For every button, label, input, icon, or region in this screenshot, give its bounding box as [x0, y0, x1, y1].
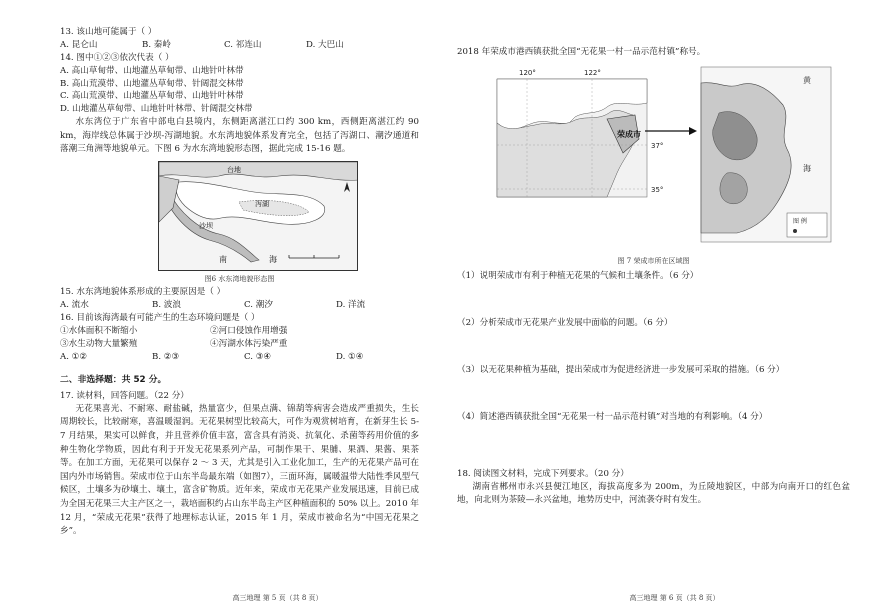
right-page [435, 0, 870, 615]
q15-option-b: B. 波浪 [152, 300, 181, 311]
section-2-heading: 二、非选择题：共 52 分。 [60, 374, 167, 385]
label-tableland: 台地 [227, 165, 241, 174]
q16-items-row1 [60, 325, 419, 338]
q13-options [60, 39, 419, 52]
answer-space-4[interactable] [457, 424, 850, 468]
question-17: 17. 读材料，回答问题。（22 分） [60, 391, 189, 401]
label-rongcheng: 荣成市 [617, 129, 641, 139]
q18-material: 湖南省郴州市永兴县便江地区，海拔高度多为 200m，为丘陵地貌区，中部为向南开口的红色盆地，向北则为茶陵—永兴盆地，地势历史中，河流袭夺时有发生。 [457, 481, 850, 506]
q14-option-c: C. 高山荒漠带、山地灌丛草甸带、山地针叶林带 [60, 91, 244, 102]
lat-37: 37° [651, 141, 664, 150]
q17-part-2: （2）分析荣成市无花果产业发展中面临的问题。（6 分） [457, 318, 673, 329]
question-16: 16. 目前该海湾最有可能产生的生态环境问题是（ ） [60, 313, 260, 324]
answer-space-2[interactable] [457, 330, 850, 360]
q15-option-c: C. 潮汐 [244, 300, 273, 311]
q16-option-d: D. ①④ [336, 351, 364, 362]
figure-7-map [457, 63, 850, 253]
answer-space-1[interactable] [457, 283, 850, 313]
right-page-footer: 高三地理 第 6 页（共 8 页） [629, 593, 720, 602]
q17-part-4: （4）简述港西镇获批全国“无花果一村一品示范村镇”对当地的有利影响。（4 分） [457, 412, 768, 423]
lon-120: 120° [519, 68, 536, 77]
right-header: 2018 年荣成市港西镇获批全国“无花果一村一品示范村镇”称号。 [457, 47, 706, 57]
coastal-landform-map [159, 162, 358, 271]
figure-6-caption: 图6 水东湾地貌形态图 [204, 274, 275, 283]
left-page-footer: 高三地理 第 5 页（共 8 页） [232, 593, 323, 602]
q16-items-row2 [60, 338, 419, 351]
q16-option-b: B. ②③ [152, 351, 180, 362]
rongcheng-region-map [457, 63, 847, 253]
q16-item-4: ④泻湖水体污染严重 [210, 339, 288, 350]
label-sea: 海 [269, 254, 277, 264]
label-sea-yellow: 黄 [803, 75, 811, 85]
figure-6-map [158, 161, 358, 271]
q14-option-b: B. 高山荒漠带、山地灌丛草甸带、针阔混交林带 [60, 78, 244, 89]
q17-material: 无花果喜光、不耐寒、耐盐碱，热量富少，但果点满、锦葫等病害会造成严重损失，生长周期较长，比较耐寒，喜温暖湿润。无花果树型比较高大，可作为观赏树培育，在新芽生长 5-7 月结果，果实可以鲜食，并且营养价值丰富，富含具有消炎、抗氧化、杀菌等药用价值的多种生物化学物质，因此有利于开发无花果系列产品，可制作果干、果脯、果酒、果酱、果茶等。在加工方面，无花果可以保存 2 ～ 3 天，尤其是引入工业化加工，生产的无花果产品可在国内外市场销售。荣成市位于山东半岛最东端（如图7），三面环海，属暖温带大陆性季风型气候区，土壤多为砂壤土、壤土，富含矿物质。近年来，荣成市无花果产业发展迅速，目前已成为全国无花果三大主产区之一，栽培面积约占山东半岛主产区种植面积的 50% 以上。2010 年 12 月，“荣成无花果”获得了地理标志认证，2015 年 1 月，荣成市被命名为“中国无花果之乡”。 [60, 403, 419, 537]
q17-part-3: （3）以无花果种植为基础，提出荣成市为促进经济进一步发展可采取的措施。（6 分） [457, 365, 785, 376]
q16-options [60, 351, 419, 364]
intro-15-16: 水东湾位于广东省中部电白县境内，东侧距离湛江口约 300 km，西侧距离湛江约 90 km，海岸线总体属于沙坝-泻湖地貌。水东湾地貌体系发育完全，包括了泻湖口、潮汐通道和落潮三角洲等地貌单元。下图 6 为水东湾地貌形态图，据此完成 15-16 题。 [60, 117, 419, 155]
q17-part-1: （1）说明荣成市有利于种植无花果的气候和土壤条件。（6 分） [457, 271, 699, 282]
q14-option-a: A. 高山草甸带、山地灌丛草甸带、山地针叶林带 [60, 65, 244, 76]
q13-option-c: C. 祁连山 [224, 39, 262, 50]
label-lagoon: 泻湖 [255, 199, 269, 208]
answer-space-3[interactable] [457, 377, 850, 407]
question-13: 13. 该山地可能属于（ ） [60, 27, 157, 37]
question-18: 18. 阅读图文材料，完成下列要求。（20 分） [457, 468, 629, 479]
legend-title: 图 例 [793, 217, 807, 225]
q16-option-c: C. ③④ [244, 351, 272, 362]
label-sea-right: 海 [803, 163, 811, 173]
q15-options [60, 299, 419, 312]
lat-35: 35° [651, 185, 664, 194]
q13-option-d: D. 大巴山 [306, 39, 344, 50]
figure-7-caption: 图 7 荣成市所在区域图 [617, 256, 690, 265]
question-15: 15. 水东湾地貌体系形成的主要原因是（ ） [60, 287, 226, 298]
q13-option-b: B. 秦岭 [142, 39, 171, 50]
question-14: 14. 图中①②③依次代表（ ） [60, 52, 174, 63]
q13-option-a: A. 昆仑山 [60, 39, 98, 50]
q16-option-a: A. ①② [60, 351, 88, 362]
lon-122: 122° [584, 68, 601, 77]
q15-option-d: D. 洋流 [336, 300, 366, 311]
q14-option-d: D. 山地灌丛草甸带、山地针叶林带、针阔混交林带 [60, 104, 253, 115]
q16-item-1: ①水体面积不断缩小 [60, 326, 138, 337]
label-south: 南 [219, 254, 227, 264]
label-sandbar: 沙坝 [199, 221, 213, 230]
q16-item-3: ③水生动物大量繁殖 [60, 339, 138, 350]
q16-item-2: ②河口侵蚀作用增强 [210, 326, 288, 337]
q15-option-a: A. 流水 [60, 300, 89, 311]
